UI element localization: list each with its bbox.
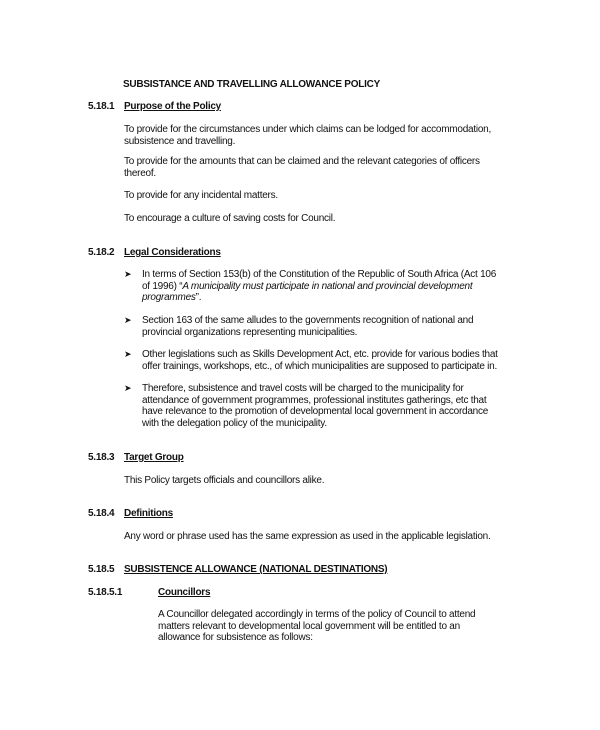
text-line <box>142 292 496 304</box>
text-line: Section 163 of the same alludes to the governments recognition of national and <box>142 315 474 326</box>
bullet-item <box>142 269 496 304</box>
section-heading: Purpose of the Policy <box>124 101 221 112</box>
arrow-bullet-icon: ➤ <box>124 383 132 393</box>
text-line: thereof. <box>124 167 156 179</box>
text-segment: ”. <box>195 292 202 304</box>
paragraph <box>158 609 475 644</box>
paragraph <box>124 190 278 202</box>
arrow-bullet-icon: ➤ <box>124 315 132 325</box>
bullet-item <box>142 349 498 372</box>
arrow-bullet-icon: ➤ <box>124 269 132 279</box>
section-number: 5.18.3 <box>88 452 115 463</box>
section-number: 5.18.4 <box>88 508 115 519</box>
text-line: have relevance to the promotion of developmental local government in accordance <box>142 406 489 418</box>
text-segment: of 1996) “ <box>142 280 183 292</box>
quote-text: programmes <box>142 292 196 304</box>
paragraph <box>124 531 491 543</box>
text-line: Therefore, subsistence and travel costs will be charged to the municipality for <box>142 383 464 394</box>
section-number: 5.18.5 <box>88 564 115 575</box>
arrow-bullet-icon: ➤ <box>124 349 132 359</box>
text-line: To encourage a culture of saving costs for Council. <box>124 213 336 224</box>
text-line: To provide for the circumstances under which claims can be lodged for accommodation, <box>124 124 491 135</box>
paragraph <box>124 156 480 179</box>
bullet-item <box>142 315 473 338</box>
text-line: Other legislations such as Skills Development Act, etc. provide for various bodies that <box>142 349 498 360</box>
section-number: 5.18.1 <box>88 101 115 112</box>
text-line: A Councillor delegated accordingly in terms of the policy of Council to attend <box>158 609 476 620</box>
text-line <box>142 281 496 293</box>
section-heading: Councillors <box>158 587 211 598</box>
bullet-item <box>142 383 488 429</box>
text-line: allowance for subsistence as follows: <box>158 632 313 644</box>
document-title: SUBSISTANCE AND TRAVELLING ALLOWANCE POLICY <box>123 79 381 90</box>
section-heading: Legal Considerations <box>124 247 221 258</box>
text-line: This Policy targets officials and councillors alike. <box>124 475 325 486</box>
text-line: In terms of Section 153(b) of the Constitution of the Republic of South Africa (Act 106 <box>142 269 497 280</box>
section-heading: Target Group <box>124 452 184 463</box>
text-line: Any word or phrase used has the same expression as used in the applicable legislation. <box>124 531 491 542</box>
section-heading: Definitions <box>124 508 173 519</box>
section-heading: SUBSISTENCE ALLOWANCE (NATIONAL DESTINATIONS) <box>124 564 388 575</box>
paragraph <box>124 475 324 487</box>
text-line: subsistence and travelling. <box>124 135 236 147</box>
section-number: 5.18.5.1 <box>88 587 123 598</box>
quote-text: A municipality must participate in national and provincial development <box>182 280 473 292</box>
paragraph <box>124 213 335 225</box>
section-number: 5.18.2 <box>88 247 115 258</box>
text-line: offer trainings, workshops, etc., of which municipalities are supposed to participate in. <box>142 360 497 372</box>
text-line: matters relevant to developmental local government will be entitled to an <box>158 620 460 632</box>
text-line: attendance of government programmes, professional institutes gatherings, etc that <box>142 394 487 406</box>
paragraph <box>124 124 491 147</box>
text-line: To provide for the amounts that can be claimed and the relevant categories of officers <box>124 156 480 167</box>
text-line: with the delegation policy of the municipality. <box>142 417 327 429</box>
text-line: provincial organizations representing municipalities. <box>142 326 358 338</box>
text-line: To provide for any incidental matters. <box>124 190 278 201</box>
